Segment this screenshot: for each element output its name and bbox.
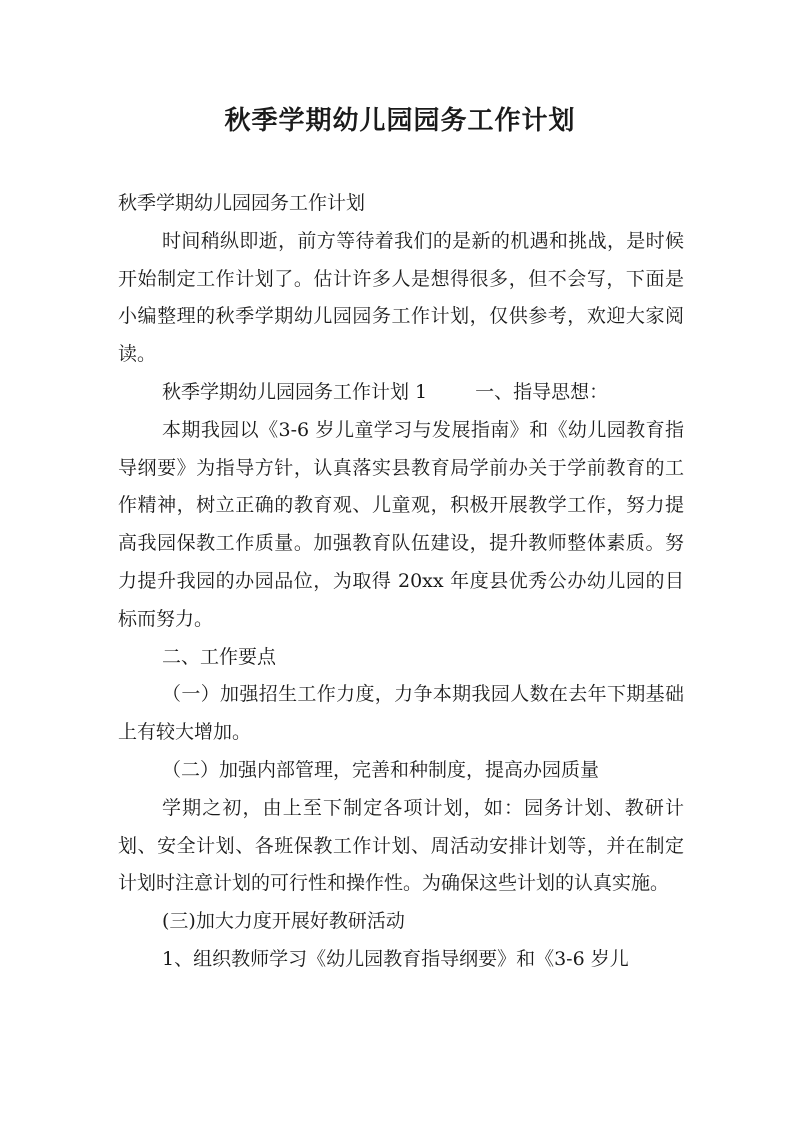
document-title: 秋季学期幼儿园园务工作计划 [224,106,576,136]
document-subtitle: 秋季学期幼儿园园务工作计划 [118,192,366,214]
section-heading: 秋季学期幼儿园园务工作计划 1 [162,380,428,403]
point-two-heading: （二）加强内部管理，完善和种制度，提高办园质量 [162,758,600,781]
point-three-item-one: 1、组织教师学习《幼儿园教育指导纲要》和《3-6 岁儿 [162,947,629,970]
point-three-heading: (三)加大力度开展好教研活动 [162,910,405,933]
intro-paragraph: 时间稍纵即逝，前方等待着我们的是新的机遇和挑战，是时候开始制定工作计划了。估计许多人是想得很多，但不会写，下面是小编整理的秋季学期幼儿园园务工作计划，仅供参考，欢迎大家阅读。 [118,229,684,366]
section-heading-line [118,374,684,412]
point-one-paragraph: （一）加强招生工作力度，力争本期我园人数在去年下期基础上有较大增加。 [118,683,684,744]
guiding-paragraph: 本期我园以《3-6 岁儿童学习与发展指南》和《幼儿园教育指导纲要》为指导方针，认真落实县教育局学前办关于学前教育的工作精神，树立正确的教育观、儿童观，积极开展教学工作，努力提高我园保教工作质量。加强教育队伍建设，提升教师整体素质。努力提升我园的办园品位，为取得 20xx 年度县优秀公办幼儿园的目标而努力。 [118,418,684,630]
points-heading: 二、工作要点 [162,645,277,668]
document-body [118,185,684,979]
section-subheading: 一、指导思想： [475,380,609,403]
point-two-paragraph: 学期之初，由上至下制定各项计划，如：园务计划、教研计划、安全计划、各班保教工作计划、周活动安排计划等，并在制定计划时注意计划的可行性和操作性。为确保这些计划的认真实施。 [118,796,684,895]
